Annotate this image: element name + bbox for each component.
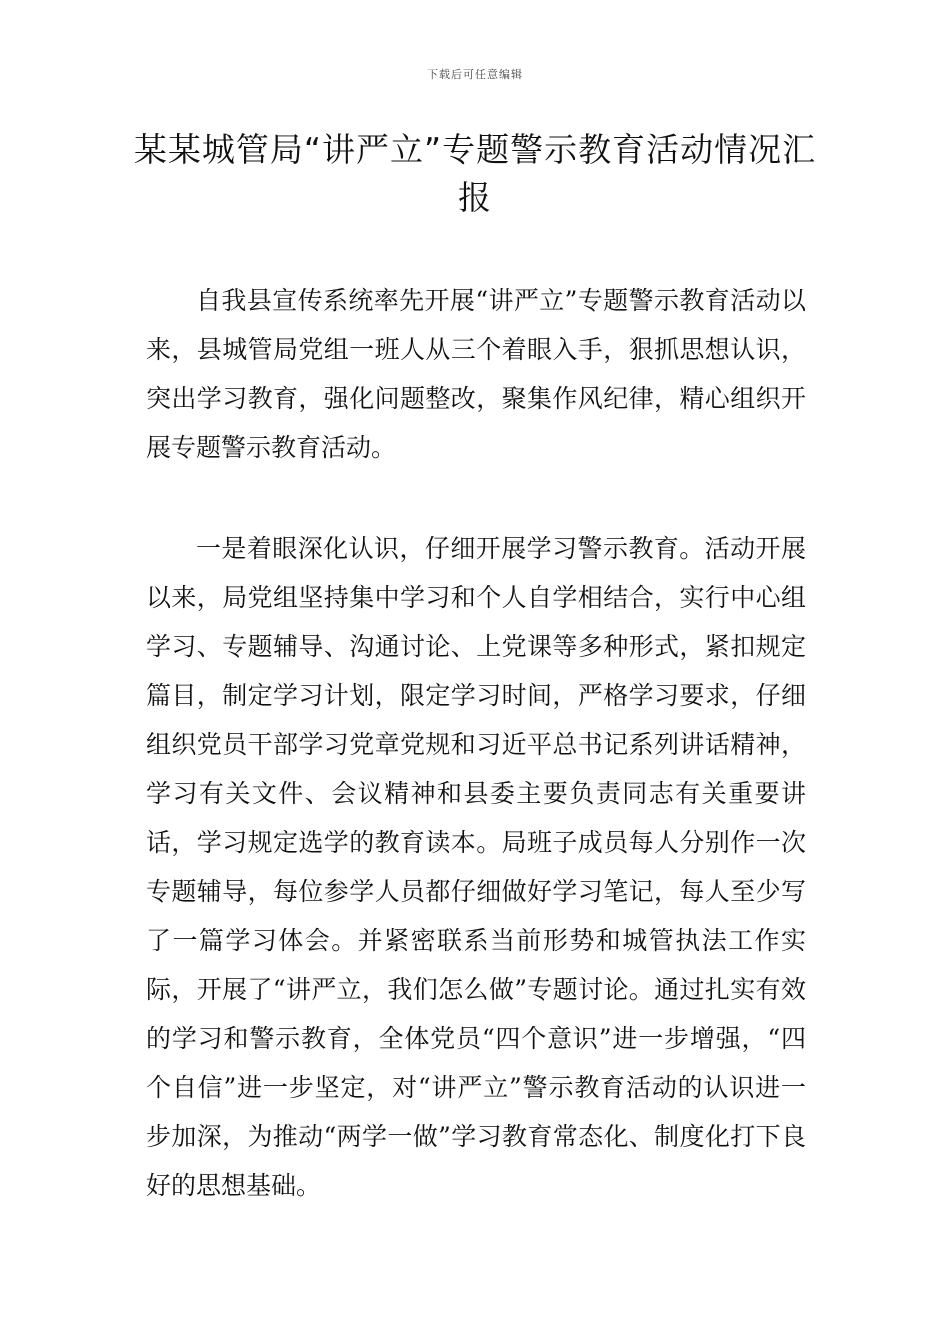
paragraph-one-block (146, 524, 806, 1210)
paragraph-one: 一是着眼深化认识，仔细开展学习警示教育。活动开展以来，局党组坚持集中学习和个人自学相结合，实行中心组学习、专题辅导、沟通讨论、上党课等多种形式，紧扣规定篇目，制定学习计划，限定学习时间，严格学习要求，仔细组织党员干部学习党章党规和习近平总书记系列讲话精神，学习有关文件、会议精神和县委主要负责同志有关重要讲话，学习规定选学的教育读本。局班子成员每人分别作一次专题辅导，每位参学人员都仔细做好学习笔记，每人至少写了一篇学习体会。并紧密联系当前形势和城管执法工作实际，开展了“讲严立，我们怎么做”专题讨论。通过扎实有效的学习和警示教育，全体党员“四个意识”进一步增强，“四个自信”进一步坚定，对“讲严立”警示教育活动的认识进一步加深，为推动“两学一做”学习教育常态化、制度化打下良好的思想基础。 (146, 534, 806, 1200)
paragraph-intro: 自我县宣传系统率先开展“讲严立”专题警示教育活动以来，县城管局党组一班人从三个着眼入手，狠抓思想认识，突出学习教育，强化问题整改，聚集作风纪律，精心组织开展专题警示教育活动。 (146, 286, 806, 462)
paragraph-intro-block (146, 276, 806, 472)
header-note: 下载后可任意编辑 (427, 68, 523, 81)
document-title: 某某城管局“讲严立”专题警示教育活动情况汇报 (133, 130, 817, 217)
